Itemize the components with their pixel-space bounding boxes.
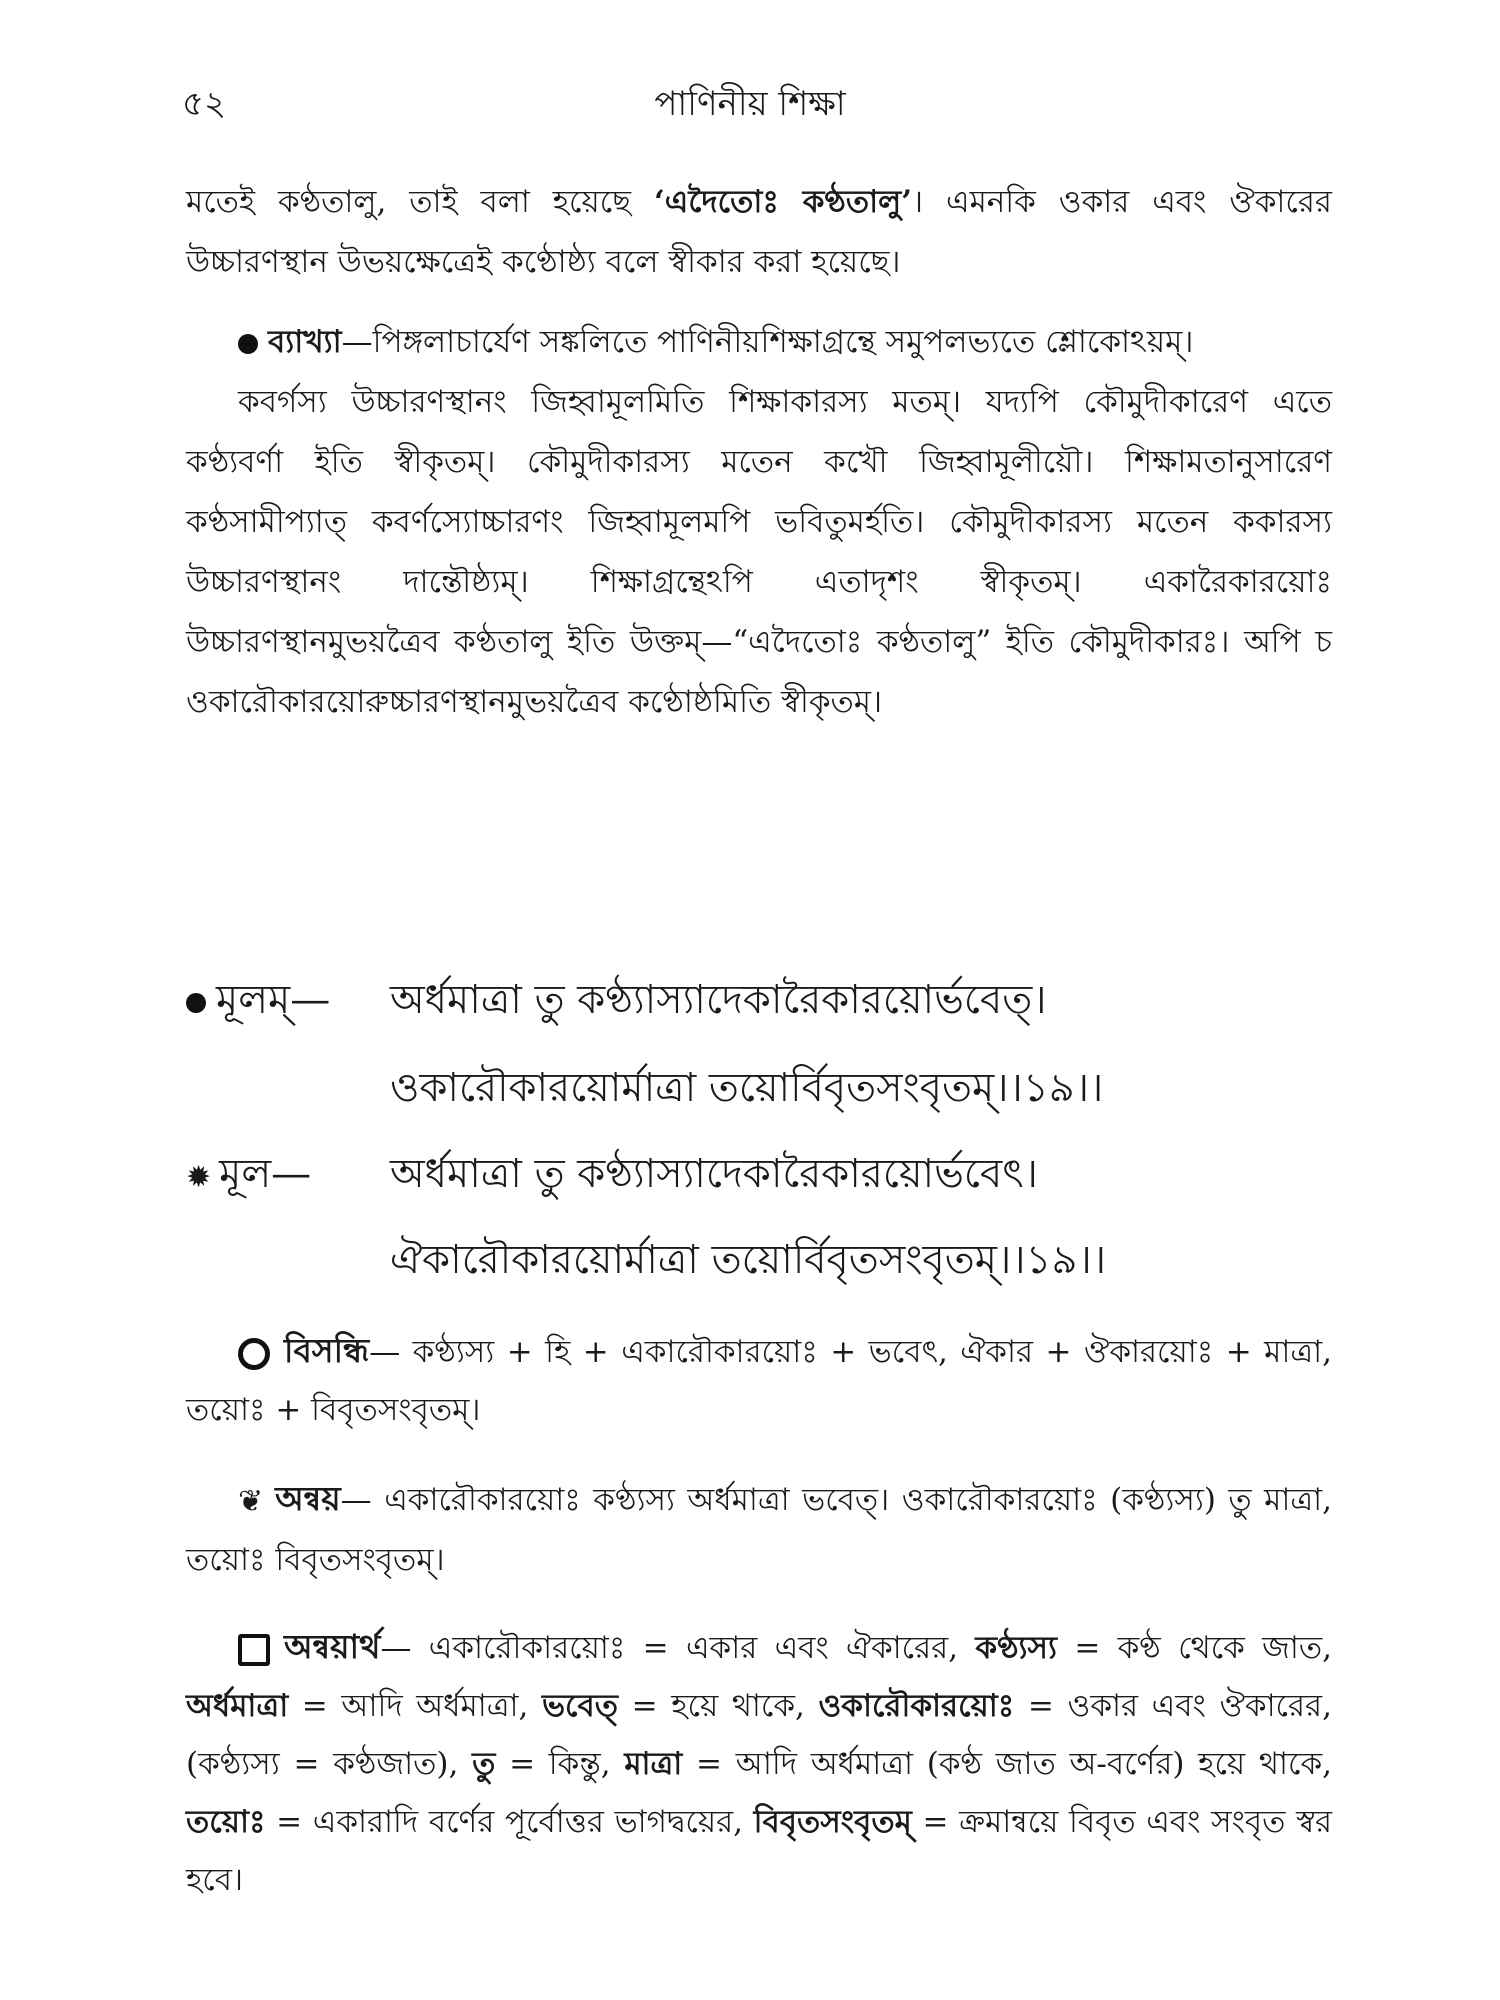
mula-label xyxy=(186,1142,311,1209)
intro-pre: মতেই কণ্ঠতালু, তাই বলা হয়েছে xyxy=(186,184,654,220)
anvayartha-label: অন্বয়ার্থ xyxy=(284,1627,381,1666)
mula-label-text: মূল— xyxy=(219,1151,312,1197)
anvayartha-b5: তু xyxy=(472,1746,496,1782)
anvayartha-t5: = ওকার এবং ঔকারের, (কণ্ঠ্যস্য = কণ্ঠজাত), xyxy=(186,1688,1332,1782)
mulam-line2: ওকারৌকারয়োর্মাত্রা তয়োর্বিবৃতসংবৃতম্।।১৯।। xyxy=(390,1065,1104,1111)
anvayartha-b4: ওকারৌকারয়োঃ xyxy=(818,1688,1015,1724)
anvayartha-b7: তয়োঃ xyxy=(186,1804,266,1840)
anvayartha-t3: = আদি অর্ধমাত্রা, xyxy=(288,1688,542,1724)
bullet-icon xyxy=(186,993,206,1013)
anvay-dash: — xyxy=(340,1482,372,1518)
mulam-label xyxy=(186,968,330,1035)
anvayartha-b2: অর্ধমাত্রা xyxy=(186,1688,289,1724)
vyakhya-first-line xyxy=(186,312,1332,372)
anvayartha-t6: = কিন্তু, xyxy=(495,1746,625,1782)
swirl-icon: ❦ xyxy=(238,1483,264,1519)
running-head: পাণিনীয় শিক্ষা xyxy=(654,84,846,124)
intro-post: । এমনকি ওকার এবং ঔকারের উচ্চারণস্থান উভয়ক্ষেত্রেই কণ্ঠোষ্ঠ্য বলে স্বীকার করা হয়েছে। xyxy=(186,184,1332,280)
bisandhi-dash: — xyxy=(369,1334,401,1370)
mula-line2: ঐকারৌকারয়োর্মাত্রা তয়োর্বিবৃতসংবৃতম্।।১৯।। xyxy=(390,1237,1107,1283)
gear-icon: ✹ xyxy=(186,1159,212,1195)
anvay-label: অন্বয় xyxy=(275,1479,341,1518)
anvayartha-t9: = ক্রমান্বয়ে বিবৃত এবং সংবৃত স্বর হবে। xyxy=(186,1804,1332,1898)
anvay-section xyxy=(186,1470,1332,1589)
intro-quote: ‘এদৈতোঃ কণ্ঠতালু’ xyxy=(653,184,913,220)
bisandhi-section xyxy=(186,1322,1332,1439)
anvayartha-section xyxy=(186,1618,1332,1909)
anvayartha-b3: ভবেত্ xyxy=(541,1688,619,1724)
bisandhi-label: বিসন্ধি xyxy=(284,1331,370,1370)
mula-line1: অর্ধমাত্রা তু কণ্ঠ্যাস্যাদেকারৈকারয়োর্ভবেৎ। xyxy=(390,1151,1038,1197)
anvayartha-t2: = কণ্ঠ থেকে জাত, xyxy=(1057,1630,1333,1666)
anvayartha-t7: = আদি অর্ধমাত্রা (কণ্ঠ জাত অ-বর্ণের) হয়ে থাকে, xyxy=(682,1746,1332,1782)
anvayartha-t4: = হয়ে থাকে, xyxy=(618,1688,819,1724)
mulam-label-text: মূলম্— xyxy=(216,977,331,1023)
anvayartha-b6: মাত্রা xyxy=(624,1746,683,1782)
mulam-line1: অর্ধমাত্রা তু কণ্ঠ্যাস্যাদেকারৈকারয়োর্ভবেত্। xyxy=(390,977,1047,1023)
anvayartha-dash: — xyxy=(380,1630,412,1666)
vyakhya-label: ব্যাখ্যা xyxy=(268,324,342,360)
bullet-icon xyxy=(238,334,258,354)
vyakhya-line1: পিঙ্গলাচার্যেণ সঙ্কলিতে পাণিনীয়শিক্ষাগ্রন্থে সমুপলভ্যতে শ্লোকোঽয়ম্। xyxy=(372,324,1194,360)
vyakhya-section xyxy=(186,312,1332,732)
anvay-text: একারৌকারয়োঃ কণ্ঠ্যস্য অর্ধমাত্রা ভবেত্। ওকারৌকারয়োঃ (কণ্ঠ্যস্য) তু মাত্রা, তয়োঃ বিবৃতসংবৃতম্। xyxy=(186,1482,1333,1578)
vyakhya-body: কবর্গস্য উচ্চারণস্থানং জিহ্বামূলমিতি শিক্ষাকারস্য মতম্। যদ্যপি কৌমুদীকারেণ এতে কণ্ঠ্যবর্ণা ইতি স্বীকৃতম্। কৌমুদীকারস্য মতেন কখৌ জিহ্বামূলীয়ৌ। শিক্ষামতানুসারেণ কণ্ঠসামীপ্যাত্ কবর্ণস্যোচ্চারণং জিহ্বামূলমপি ভবিতুমর্হতি। কৌমুদীকারস্য মতেন ককারস্য উচ্চারণস্থানং দান্তৌষ্ঠ্যম্। শিক্ষাগ্রন্থেঽপি এতাদৃশং স্বীকৃতম্। একারৈকারয়োঃ উচ্চারণস্থানমুভয়ত্রৈব কণ্ঠতালু ইতি উক্তম্—“এদৈতোঃ কণ্ঠতালু” ইতি কৌমুদীকারঃ। অপি চ ওকারৌকারয়োরুচ্চারণস্থানমুভয়ত্রৈব কণ্ঠোষ্ঠমিতি স্বীকৃতম্। xyxy=(186,384,1332,720)
anvayartha-b8: বিবৃতসংবৃতম্ xyxy=(753,1804,912,1840)
intro-paragraph xyxy=(186,172,1332,292)
page-number: ৫২ xyxy=(182,84,227,124)
anvayartha-t8: = একারাদি বর্ণের পূর্বোত্তর ভাগদ্বয়ের, xyxy=(265,1804,754,1840)
checkbox-icon xyxy=(238,1634,270,1666)
anvayartha-t1: একারৌকারয়োঃ = একার এবং ঐকারের, xyxy=(428,1630,976,1666)
bisandhi-text: কণ্ঠ্যস্য + হি + একারৌকারয়োঃ + ভবেৎ, ঐকার + ঔকারয়োঃ + মাত্রা, তয়োঃ + বিবৃতসংবৃতম্। xyxy=(186,1334,1332,1428)
ring-icon xyxy=(238,1338,270,1370)
anvayartha-b1: কণ্ঠ্যস্য xyxy=(975,1630,1058,1666)
vyakhya-dash: — xyxy=(341,324,373,360)
